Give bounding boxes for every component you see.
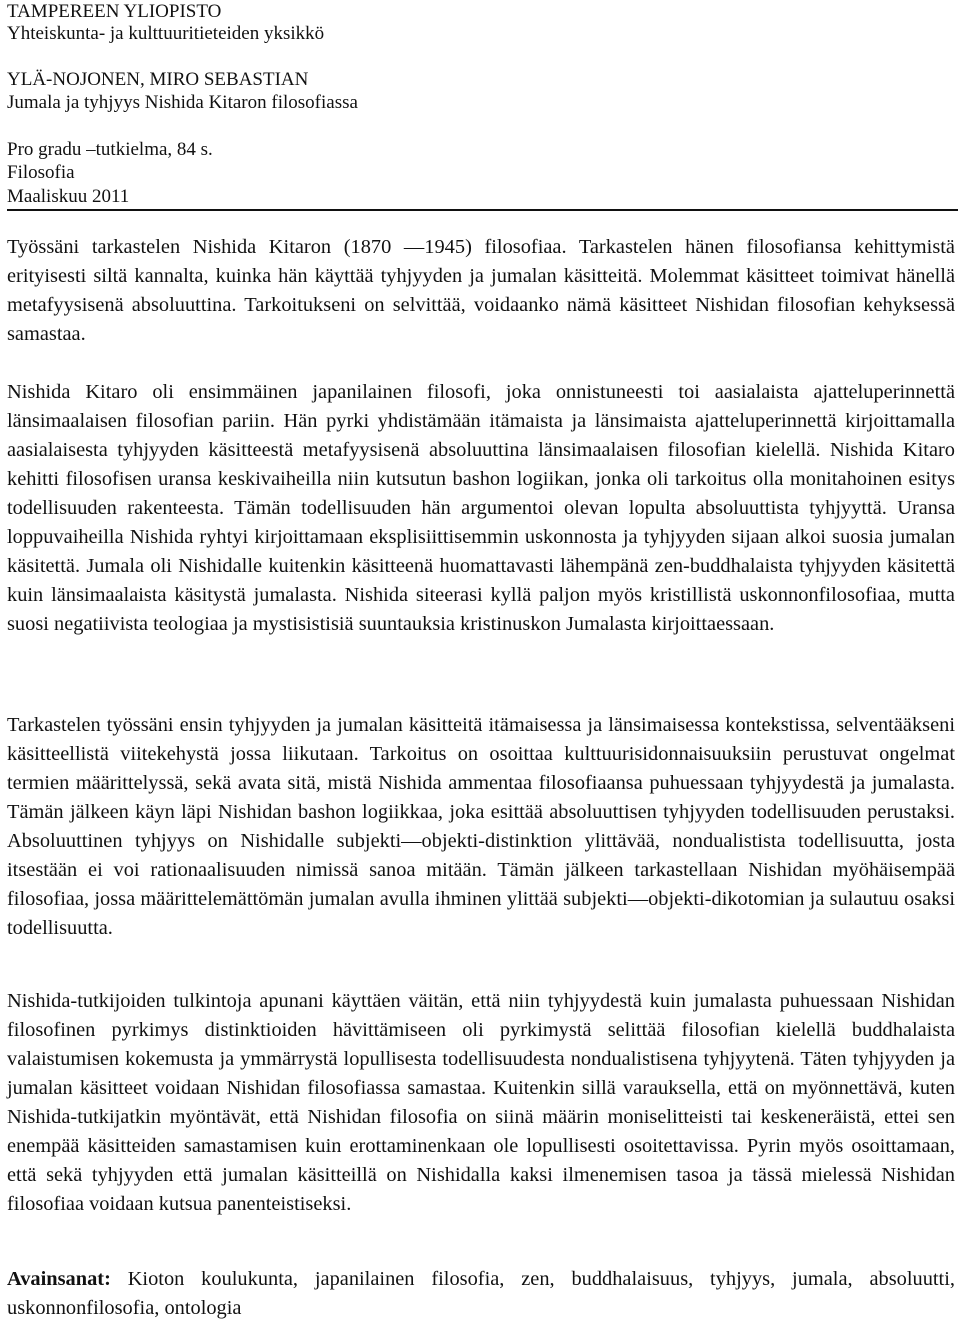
thesis-type: Pro gradu –tutkielma, 84 s. <box>7 139 213 160</box>
author-name: YLÄ-NOJONEN, MIRO SEBASTIAN <box>7 69 309 90</box>
abstract-paragraph-3: Tarkastelen työssäni ensin tyhjyyden ja jumalan käsitteitä itämaisessa ja länsimaisessa kontekstissa, selventääkseni käsitteellistä viitekehystä jossa liikutaan. Tarkoitus on osoittaa kulttuurisidonnaisuuksiin perustuvat ongelmat termien määrittelyssä, sekä avata sitä, mistä Nishida ammentaa filosofiaansa puhuessaan tyhjyydestä ja jumalasta. Tämän jälkeen käyn läpi Nishidan bashon logiikkaa, joka esittää absoluuttisen tyhjyyden todellisuuden perustaksi. Absoluuttinen tyhjyys on Nishidalle subjekti—objekti-distinktion ylittävää, nondualistista todellisuutta, josta itsestään ei voi rationaalisuuden nimissä sanoa mitään. Tämän jälkeen tarkastellaan Nishidan myöhäisempää filosofiaa, jossa määrittelemättömän jumalan avulla ihminen ylittää subjekti—objekti-dikotomian ja sulautuu osaksi todellisuutta. <box>7 714 955 939</box>
university-name: TAMPEREEN YLIOPISTO <box>7 1 222 22</box>
abstract-paragraph-2: Nishida Kitaro oli ensimmäinen japanilainen filosofi, joka onnistuneesti toi aasialaista ajatteluperinnettä länsimaalaisen filosofian pariin. Hän pyrki yhdistämään itämaista ja länsimaista ajatteluperinnettä kirjoittamalla aasialaisesta tyhjyyden käsitteestä metafyysisenä absoluuttina länsimaalaisen filosofian kielellä. Nishida Kitaro kehitti filosofisen uransa keskivaiheilla niin kutsutun bashon logiikan, jonka oli tarkoitus olla monitahoinen esitys todellisuuden rakenteesta. Tämän todellisuuden hän argumentoi olevan lopulta absoluuttista tyhjyyttä. Uransa loppuvaiheilla Nishida ryhtyi kirjoittamaan eksplisiittisemmin uskonnosta ja tyhjyyden sijaan alkoi suosia jumalan käsitettä. Jumala oli Nishidalle kuitenkin käsitteenä huomattavasti lähempänä zen-buddhalaista tyhjyyden käsitettä kuin länsimaalaista käsitystä jumalasta. Nishida siteerasi kyllä paljon myös kristillistä uskonnonfilosofiaa, mutta suosi negatiivista teologiaa ja mystisistisiä suuntauksia kristinuskon Jumalasta kirjoittaessaan. <box>7 381 955 635</box>
faculty-unit: Yhteiskunta- ja kulttuuritieteiden yksikkö <box>7 23 325 44</box>
subject: Filosofia <box>7 162 75 183</box>
abstract-paragraph-1: Työssäni tarkastelen Nishida Kitaron (1870 —1945) filosofiaa. Tarkastelen hänen filosofiansa kehittymistä erityisesti siltä kannalta, kuinka hän käyttää tyhjyyden ja jumalan käsitteitä. Molemmat käsitteet toimivat hänellä metafyysisenä absoluuttina. Tarkoitukseni on selvittää, voidaanko nämä käsitteet Nishidan filosofian kehyksessä samastaa. <box>7 236 955 345</box>
date: Maaliskuu 2011 <box>7 186 130 207</box>
thesis-title: Jumala ja tyhjyys Nishida Kitaron filosofiassa <box>7 92 358 113</box>
abstract-paragraph-4: Nishida-tutkijoiden tulkintoja apunani käyttäen väitän, että niin tyhjyydestä kuin jumalasta puhuessaan Nishidan filosofinen pyrkimys distinktioiden hävittämiseen oli pyrkimystä selittää filosofian kielellä buddhalaista valaistumisen kokemusta ja ymmärrystä lopullisesta todellisuudesta nondualistisena tyhjyytenä. Täten tyhjyyden ja jumalan käsitteet voidaan Nishidan filosofiassa samastaa. Kuitenkin sillä varauksella, että on myönnettävä, kuten Nishida-tutkijatkin myöntävät, että Nishidan filosofia on siinä määrin moniselitteisti tai keskeneräistä, ettei sen enempää käsitteiden samastamisen kuin erottaminenkaan ole lopullisesti osoitettavissa. Pyrin myös osoittamaan, että sekä tyhjyyden että jumalan käsitteillä on Nishidalla kaksi ilmenemisen tasoa ja tässä mielessä Nishidan filosofiaa voidaan kutsua panenteistiseksi. <box>7 990 955 1215</box>
keywords-list: Kioton koulukunta, japanilainen filosofia, zen, buddhalaisuus, tyhjyys, jumala, absoluutti, uskonnonfilosofia, ontologia <box>7 1268 955 1319</box>
keywords <box>7 1265 955 1323</box>
keywords-label: Avainsanat: <box>7 1268 111 1290</box>
header-divider <box>7 209 958 211</box>
